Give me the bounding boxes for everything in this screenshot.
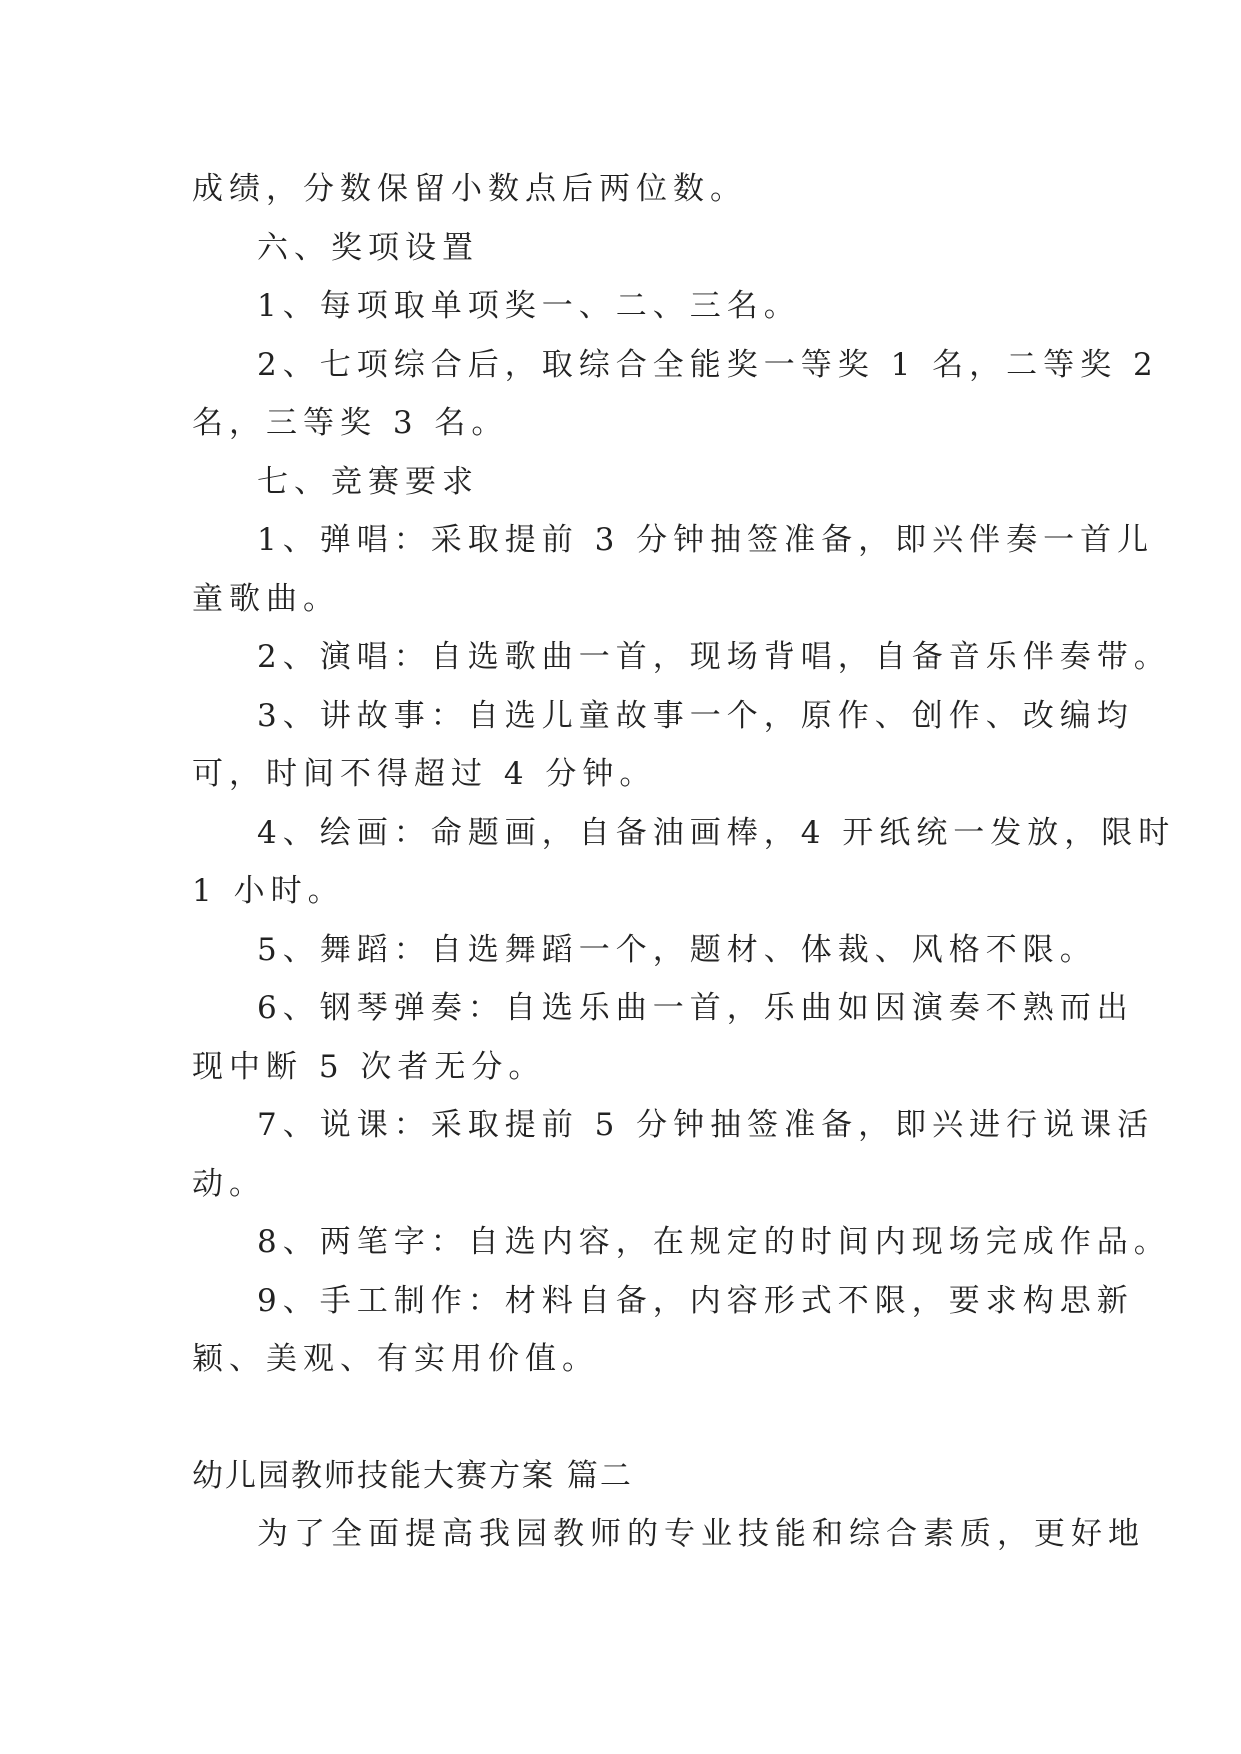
document-body (192, 160, 1176, 1564)
section-heading-requirements: 七、竞赛要求 (257, 463, 479, 500)
paragraph-line: 成绩，分数保留小数点后两位数。 (192, 171, 747, 207)
section-gap (192, 1389, 1052, 1447)
section-heading-awards: 六、奖项设置 (257, 229, 479, 266)
paragraph-line: 1、每项取单项奖一、二、三名。 (257, 288, 801, 324)
paragraph-line: 现中断 5 次者无分。 (192, 1048, 546, 1085)
paragraph-line: 8、两笔字：自选内容，在规定的时间内现场完成作品。 (257, 1224, 1171, 1260)
paragraph-line: 童歌曲。 (192, 580, 340, 617)
paragraph-line: 为了全面提高我园教师的专业技能和综合素质，更好地 (257, 1516, 1145, 1552)
paragraph-line: 7、说课：采取提前 5 分钟抽签准备，即兴进行说课活 (257, 1107, 1155, 1143)
paragraph-line: 6、钢琴弹奏：自选乐曲一首，乐曲如因演奏不熟而出 (257, 990, 1134, 1026)
paragraph-line: 9、手工制作：材料自备，内容形式不限，要求构思新 (257, 1282, 1134, 1319)
paragraph-line: 名，三等奖 3 名。 (192, 405, 509, 441)
paragraph-line: 4、绘画：命题画，自备油画棒，4 开纸统一发放，限时 (257, 814, 1176, 851)
paragraph-line: 2、演唱：自选歌曲一首，现场背唱，自备音乐伴奏带。 (257, 639, 1171, 675)
paragraph-line: 动。 (192, 1165, 266, 1202)
paragraph-line: 可，时间不得超过 4 分钟。 (192, 756, 657, 792)
paragraph-line: 1、弹唱：采取提前 3 分钟抽签准备，即兴伴奏一首儿 (257, 522, 1155, 558)
paragraph-line: 1 小时。 (192, 873, 345, 909)
paragraph-line: 颖、美观、有实用价值。 (192, 1341, 599, 1377)
paragraph-line: 5、舞蹈：自选舞蹈一个，题材、体裁、风格不限。 (257, 931, 1097, 968)
paragraph-line: 3、讲故事：自选儿童故事一个，原作、创作、改编均 (257, 697, 1134, 734)
paragraph-line: 2、七项综合后，取综合全能奖一等奖 1 名，二等奖 2 (257, 346, 1159, 383)
section-title: 幼儿园教师技能大赛方案 篇二 (192, 1457, 633, 1494)
